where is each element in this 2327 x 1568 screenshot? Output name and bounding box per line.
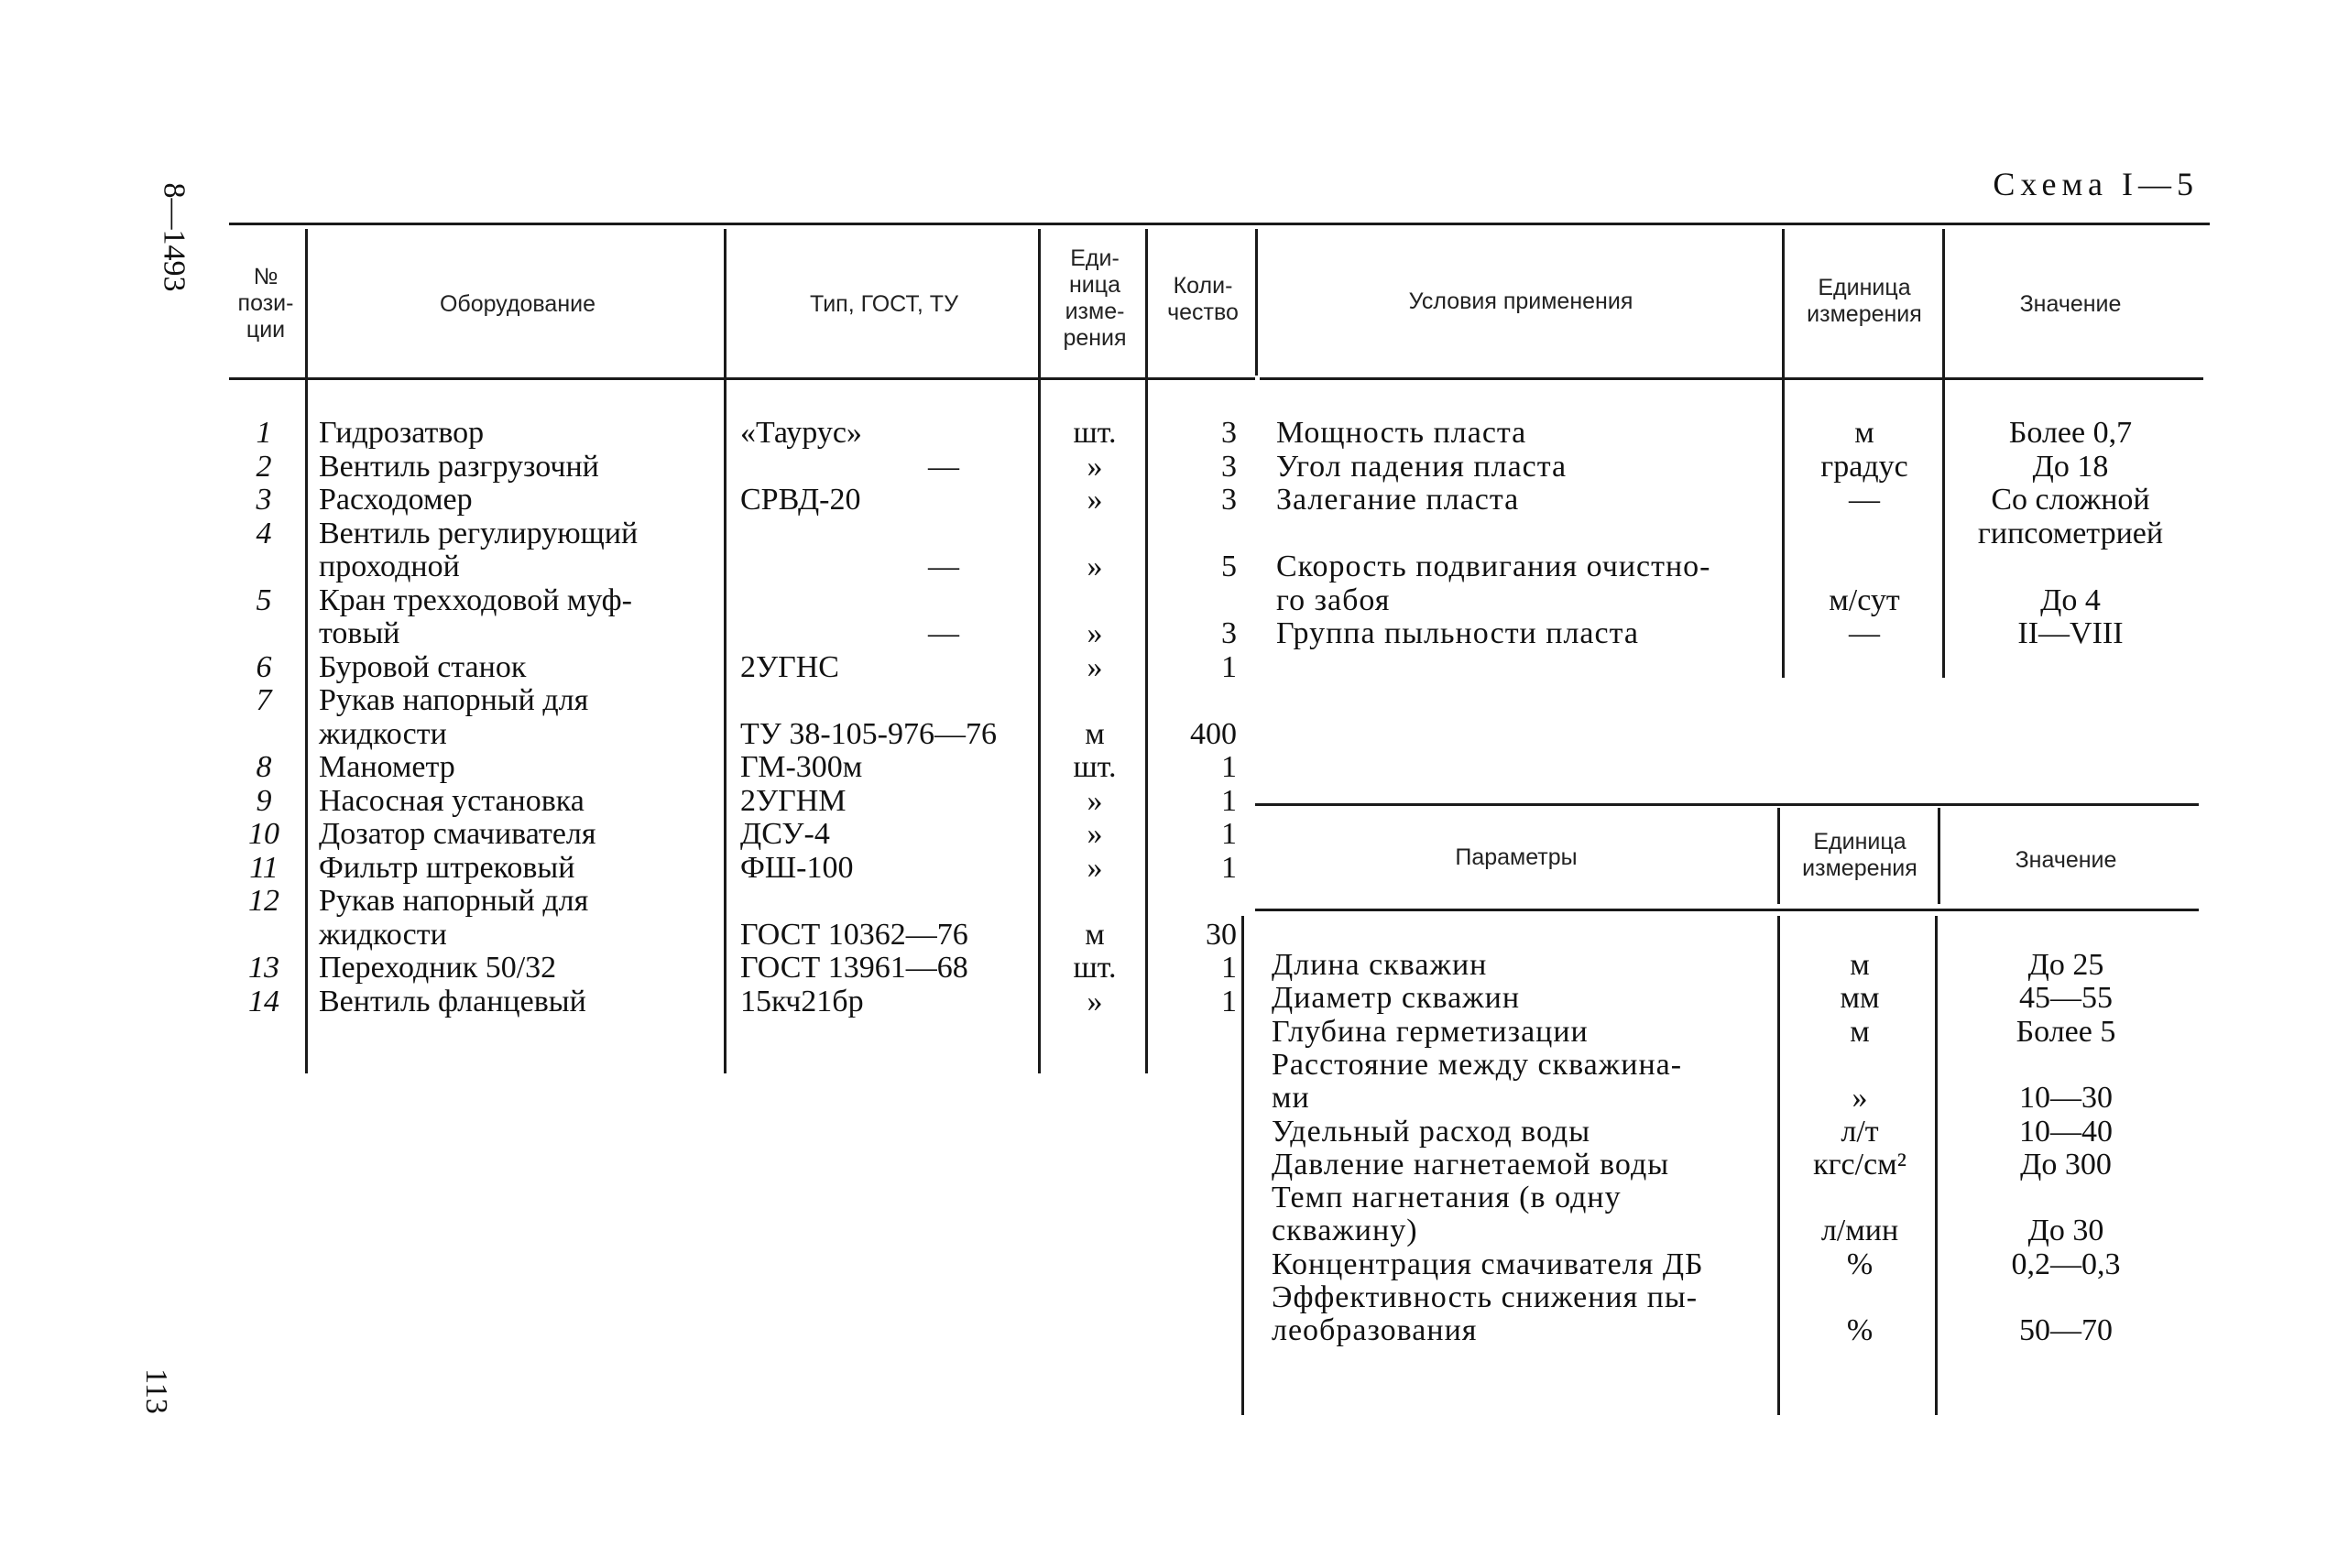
condition-unit: градус [1820,449,1908,484]
parameter-unit: л/мин [1820,1214,1899,1248]
equipment-unit: шт. [1073,951,1117,985]
side-code: 8—1493 [157,182,191,292]
condition-text: Залегание пласта [1276,483,1520,517]
condition-value: II—VIII [2017,616,2124,650]
equipment-unit: » [1087,783,1103,818]
parameter-value: До 30 [2027,1214,2104,1248]
header-rule-equipment [229,377,1255,380]
col-divider [1938,808,1940,904]
equipment-name: Насосная установка [319,783,584,818]
header-quantity: Коли- чество [1167,273,1239,325]
header-param-value: Значение [2015,847,2117,873]
equipment-name: Вентиль разгрузочнй [319,449,599,484]
equipment-unit: » [1087,550,1103,583]
parameter-value: 10—30 [2019,1081,2113,1116]
parameter-text: Эффективность снижения пы- [1272,1280,1699,1314]
col-divider [1241,916,1244,1415]
parameter-text: Длина скважин [1272,948,1488,982]
equipment-quantity: 30 [1206,917,1237,952]
equipment-name: товый [319,616,400,650]
equipment-unit: шт. [1073,416,1117,450]
parameter-unit: мм [1840,981,1880,1016]
equipment-name: Дозатор смачивателя [319,817,596,851]
equipment-name: Переходник 50/32 [319,951,557,985]
equipment-type: ТУ 38-105-976—76 [740,716,997,751]
condition-value: гипсометрией [1977,516,2164,550]
header-param-unit: Единица измерения [1802,829,1917,881]
col-divider [1782,229,1785,678]
parameter-text: леобразования [1272,1313,1478,1348]
equipment-type: 2УГНС [740,649,839,684]
position-number: 4 [256,516,272,550]
condition-unit: м [1854,416,1874,450]
equipment-name: Рукав напорный для [319,884,589,918]
col-divider [1777,916,1780,1415]
position-number: 5 [256,583,272,617]
equipment-name: жидкости [319,716,447,751]
parameter-unit: кгс/см² [1813,1147,1906,1181]
col-divider [1942,229,1945,678]
equipment-quantity: 3 [1221,483,1237,517]
parameter-unit: % [1846,1247,1874,1281]
equipment-quantity: 1 [1221,951,1237,985]
position-number: 1 [256,416,272,450]
equipment-name: Рукав напорный для [319,683,589,717]
condition-text: Группа пыльности пласта [1276,616,1639,650]
equipment-name: жидкости [319,917,447,952]
equipment-quantity: 3 [1221,616,1237,650]
parameter-value: Более 5 [2016,1014,2116,1049]
parameter-value: 50—70 [2019,1313,2113,1348]
equipment-unit: » [1087,483,1103,517]
equipment-quantity: 3 [1221,416,1237,450]
col-divider [1038,229,1041,1073]
condition-text: Скорость подвигания очистно- [1276,550,1711,583]
equipment-type: ДСУ-4 [740,817,830,851]
equipment-unit: » [1087,616,1103,650]
equipment-type: ГМ-300м [740,750,863,784]
parameter-text: Концентрация смачивателя ДБ [1272,1247,1704,1281]
parameter-value: 10—40 [2019,1114,2113,1149]
condition-value: До 18 [2032,449,2109,484]
position-number: 3 [256,483,272,517]
equipment-quantity: 1 [1221,850,1237,885]
header-parameters: Параметры [1455,844,1578,870]
params-header-rule [1255,909,2199,911]
condition-text: Мощность пласта [1276,416,1527,450]
equipment-name: Манометр [319,750,455,784]
equipment-quantity: 1 [1221,783,1237,818]
position-number: 9 [256,783,272,818]
header-cond-value: Значение [2019,291,2122,317]
col-divider [1935,916,1938,1415]
header-type: Тип, ГОСТ, ТУ [810,291,958,317]
condition-text: го забоя [1276,583,1391,617]
col-divider [1145,229,1148,1073]
parameter-unit: » [1852,1081,1868,1116]
equipment-type: — [928,550,959,583]
equipment-quantity: 1 [1221,984,1237,1018]
parameter-text: Диаметр скважин [1272,981,1521,1016]
parameter-text: Глубина герметизации [1272,1014,1589,1049]
equipment-unit: » [1087,984,1103,1018]
equipment-name: Вентиль регулирующий [319,516,639,550]
condition-value: Более 0,7 [2008,416,2133,450]
equipment-type: 15кч21бр [740,984,864,1018]
equipment-unit: » [1087,817,1103,851]
parameter-unit: м [1850,1014,1870,1049]
condition-text: Угол падения пласта [1276,449,1568,484]
condition-value: Со сложной [1991,483,2150,517]
equipment-unit: шт. [1073,750,1117,784]
parameter-value: До 25 [2027,948,2104,982]
equipment-name: Кран трехходовой муф- [319,583,632,617]
equipment-name: Расходомер [319,483,473,517]
parameter-value: 45—55 [2019,981,2113,1016]
parameter-unit: м [1850,948,1870,982]
equipment-type: «Таурус» [740,416,862,450]
equipment-quantity: 5 [1221,550,1237,583]
equipment-type: — [928,449,959,484]
parameter-text: Давление нагнетаемой воды [1272,1147,1670,1181]
parameter-text: Расстояние между скважина- [1272,1047,1683,1082]
header-rule-conditions [1260,377,2203,380]
parameter-unit: л/т [1841,1114,1879,1149]
parameter-unit: % [1846,1313,1874,1348]
header-equipment: Оборудование [439,291,596,317]
condition-unit: м/сут [1829,583,1900,617]
equipment-type: ГОСТ 13961—68 [740,951,968,985]
equipment-quantity: 1 [1221,750,1237,784]
position-number: 13 [248,951,279,985]
equipment-quantity: 400 [1190,716,1237,751]
params-top-rule [1255,803,2199,806]
col-divider [724,229,727,1073]
top-rule [229,223,2210,225]
position-number: 6 [256,649,272,684]
equipment-unit: » [1087,850,1103,885]
equipment-name: Буровой станок [319,649,527,684]
equipment-unit: м [1085,917,1105,952]
parameter-text: Удельный расход воды [1272,1114,1591,1149]
header-cond-unit: Единица измерения [1807,275,1922,327]
parameter-text: скважину) [1272,1214,1418,1248]
equipment-name: Вентиль фланцевый [319,984,586,1018]
col-divider [1255,229,1258,376]
position-number: 7 [256,683,272,717]
equipment-quantity: 1 [1221,817,1237,851]
equipment-name: проходной [319,550,460,583]
equipment-type: ГОСТ 10362—76 [740,917,968,952]
equipment-type: СРВД-20 [740,483,861,517]
equipment-unit: » [1087,449,1103,484]
condition-unit: — [1849,616,1880,650]
parameter-text: Темп нагнетания (в одну [1272,1181,1622,1215]
header-position: № пози- ции [237,264,294,343]
equipment-unit: » [1087,649,1103,684]
position-number: 8 [256,750,272,784]
position-number: 11 [249,850,279,885]
col-divider [305,229,308,1073]
parameter-value: 0,2—0,3 [2011,1247,2121,1281]
equipment-type: ФШ-100 [740,850,854,885]
equipment-type: — [928,616,959,650]
equipment-unit: м [1085,716,1105,751]
equipment-name: Фильтр штрековый [319,850,575,885]
col-divider [1777,808,1780,904]
position-number: 2 [256,449,272,484]
condition-unit: — [1849,483,1880,517]
header-unit: Еди- ница изме- рения [1063,245,1127,351]
equipment-quantity: 3 [1221,449,1237,484]
position-number: 10 [248,817,279,851]
scheme-title: Схема I—5 [1993,166,2199,202]
parameter-value: До 300 [2020,1147,2112,1181]
position-number: 14 [248,984,279,1018]
equipment-quantity: 1 [1221,649,1237,684]
condition-value: До 4 [2040,583,2101,617]
page-number: 113 [138,1368,173,1414]
parameter-text: ми [1272,1081,1310,1116]
header-conditions: Условия применения [1408,289,1633,314]
equipment-name: Гидрозатвор [319,416,485,450]
position-number: 12 [248,884,279,918]
equipment-type: 2УГНМ [740,783,847,818]
